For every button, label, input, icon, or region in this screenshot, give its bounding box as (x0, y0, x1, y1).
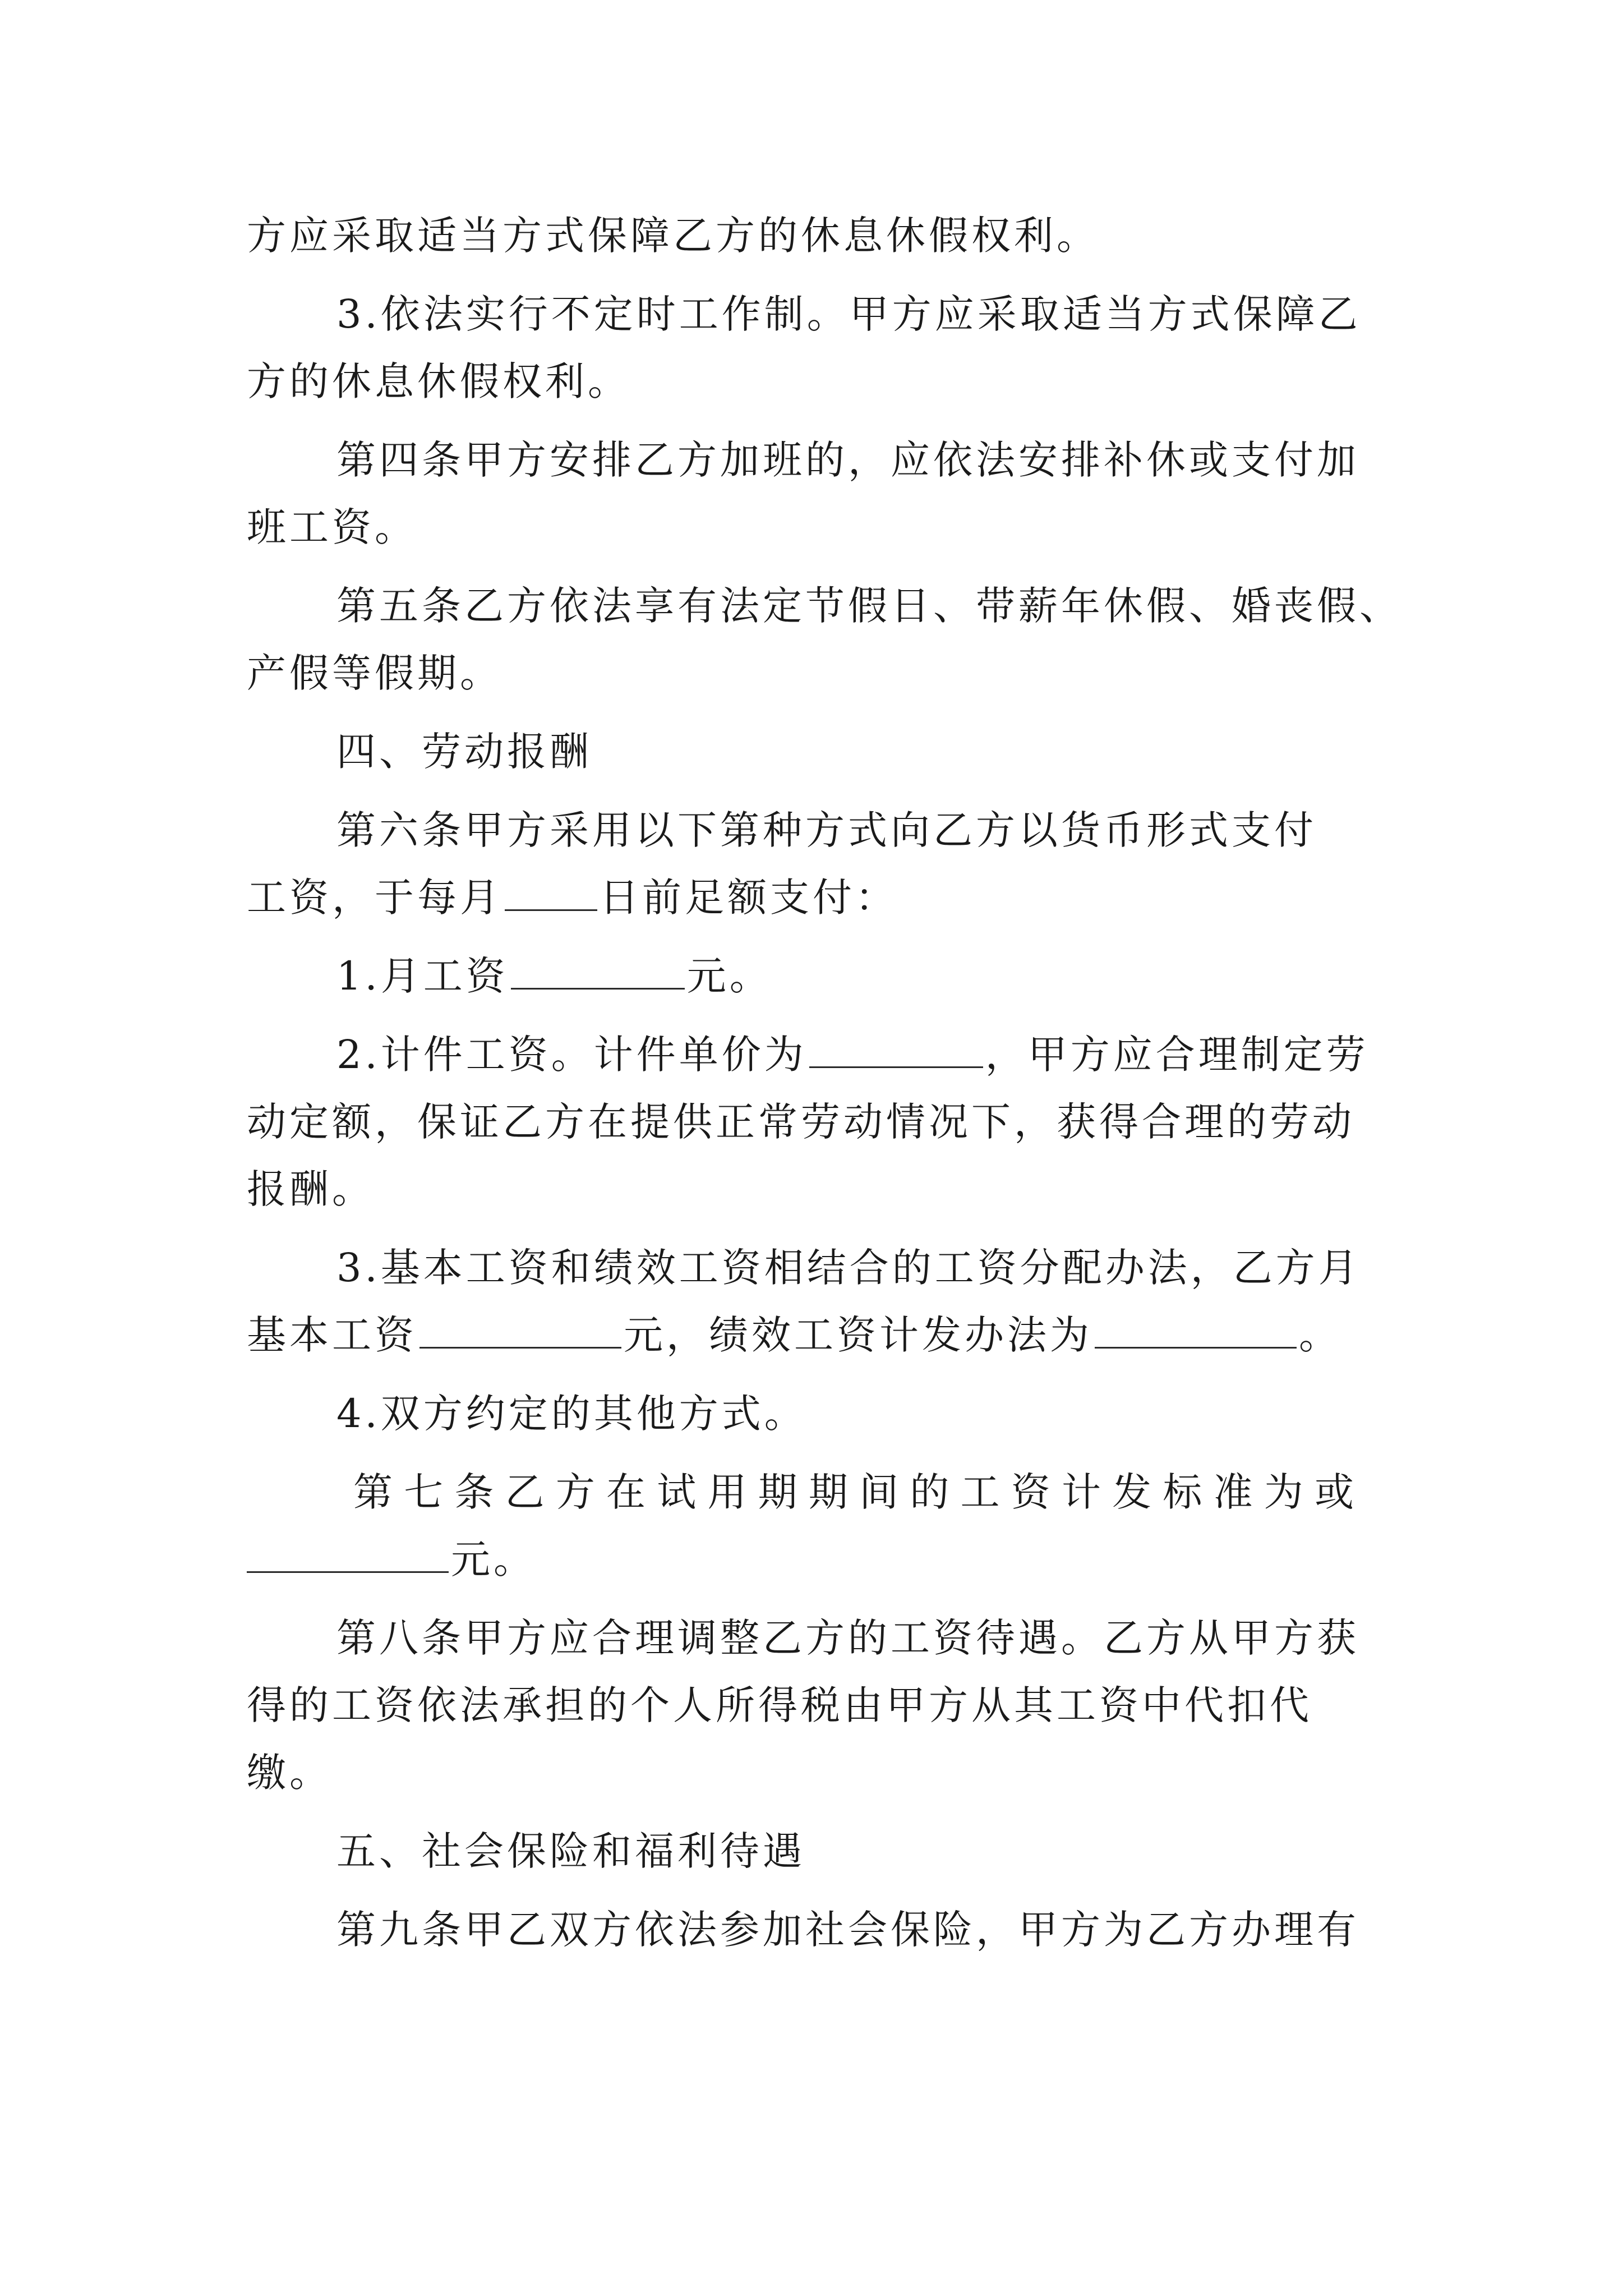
text-line-with-blank (336, 1027, 1369, 1083)
text-line: 产假等假期。 (247, 650, 502, 696)
text-line: 方应采取适当方式保障乙方的休息休假权利。 (247, 213, 1099, 259)
section-heading: 五、社会保险和福利待遇 (336, 1828, 805, 1874)
text-segment: 元，绩效工资计发办法为 (624, 1312, 1092, 1358)
fill-in-blank (809, 1033, 983, 1068)
text-line: 得的工资依法承担的个人所得税由甲方从其工资中代扣代 (247, 1682, 1312, 1728)
text-segment: 。 (1299, 1312, 1341, 1358)
text-line-with-blank (247, 1307, 1341, 1363)
text-line: 方的休息休假权利。 (247, 358, 630, 404)
text-line: 班工资。 (247, 504, 417, 550)
text-line-with-blank (336, 948, 772, 1004)
text-line: 4.双方约定的其他方式。 (336, 1391, 807, 1437)
text-line: 动定额，保证乙方在提供正常劳动情况下，获得合理的劳动 (247, 1099, 1355, 1145)
fill-in-blank (1095, 1313, 1297, 1349)
text-line: 第七条乙方在试用期期间的工资计发标准为或 (353, 1469, 1357, 1515)
fill-in-blank (505, 876, 597, 911)
text-line-with-blank (247, 869, 898, 926)
text-segment: 日前足额支付： (600, 875, 898, 921)
text-line: 第五条乙方依法享有法定节假日、带薪年休假、婚丧假、 (336, 583, 1402, 629)
text-line-with-blank (247, 1531, 536, 1588)
text-segment: 元。 (686, 953, 772, 999)
text-line: 缴。 (247, 1750, 332, 1796)
text-line: 第八条甲方应合理调整乙方的工资待遇。乙方从甲方获 (336, 1615, 1359, 1661)
text-line: 第四条甲方安排乙方加班的，应依法安排补休或支付加 (336, 437, 1359, 483)
text-line: 3.基本工资和绩效工资相结合的工资分配办法，乙方月 (336, 1245, 1361, 1291)
fill-in-blank (419, 1313, 621, 1349)
text-segment: ，甲方应合理制定劳 (985, 1032, 1369, 1078)
text-line: 第六条甲方采用以下第种方式向乙方以货币形式支付 (336, 807, 1317, 853)
text-line: 第九条甲乙双方依法参加社会保险，甲方为乙方办理有 (336, 1907, 1359, 1953)
text-segment: 2.计件工资。计件单价为 (336, 1032, 807, 1078)
fill-in-blank (511, 954, 685, 990)
fill-in-blank (247, 1538, 449, 1573)
text-line: 3.依法实行不定时工作制。甲方应采取适当方式保障乙 (336, 291, 1361, 337)
text-segment: 1.月工资 (336, 953, 509, 999)
text-segment: 基本工资 (247, 1312, 417, 1358)
section-heading: 四、劳动报酬 (336, 729, 592, 775)
text-segment: 工资，于每月 (247, 875, 502, 921)
text-segment: 元。 (451, 1536, 536, 1582)
text-line: 报酬。 (247, 1166, 375, 1212)
